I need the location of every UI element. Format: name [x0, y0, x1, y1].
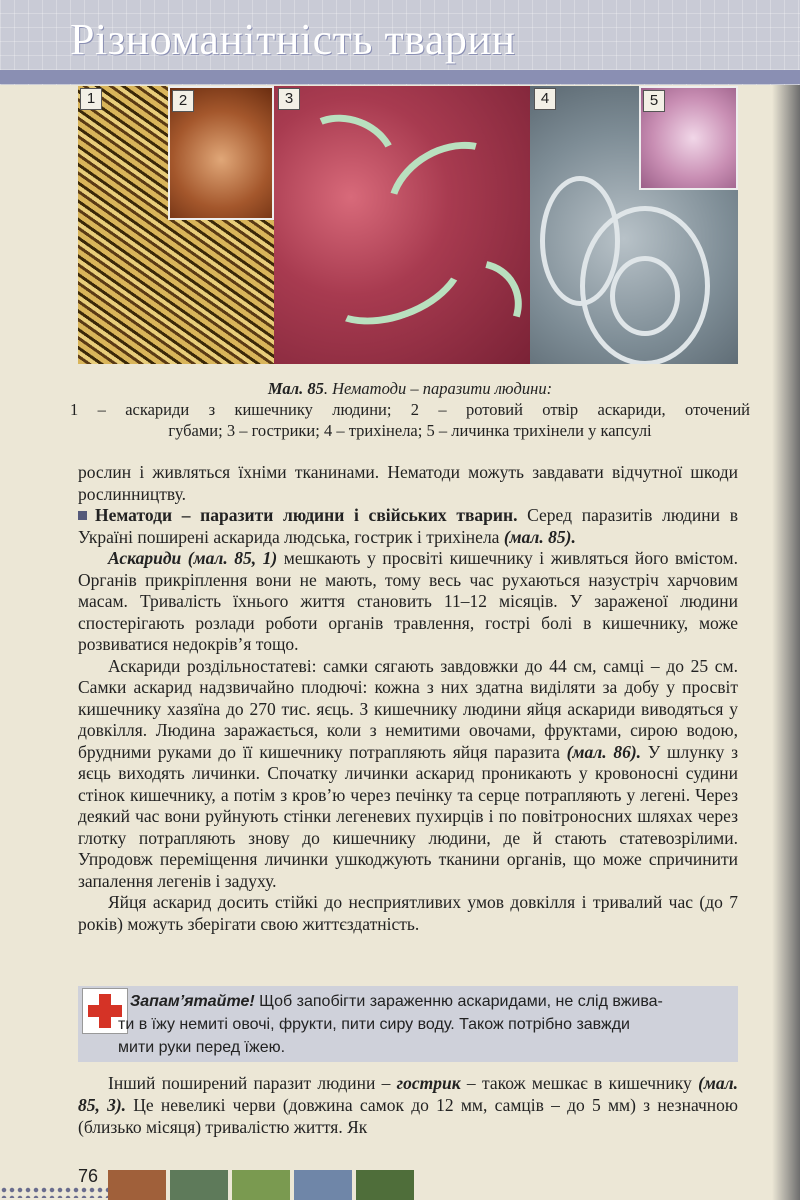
photo-label-1: 1	[80, 88, 102, 110]
page-edge-shadow	[772, 85, 800, 1200]
caption-line-2: 1 – аскариди з кишечнику людини; 2 – ротовий отвір аскариди, оточений	[70, 400, 750, 419]
paragraph-2-text: Серед паразитів людини в Україні поширені аскарида людська, гострик і трихінела	[78, 505, 738, 547]
paragraph-4-text: Аскариди роздільностатеві: самки сягають завдовжки до 44 см, самці – до 25 см. Самки аскарид надзвичайно плодючі: кожна з них здатна виділяти за добу у просвіт кишечнику хазяїна до 270 тис. яєць. З кишечнику людини яйця аскариди виводяться у довкілля. Людина заражається, коли з немитими овочами, фруктами, сирою водою, брудними руками до її кишечнику потрапляють яйця паразита	[78, 655, 738, 762]
caption-line-3: губами; 3 – гострики; 4 – трихінела; 5 – личинка трихінели у капсулі	[168, 421, 652, 440]
trichinella-coil	[540, 176, 620, 306]
figure-ref: (мал. 85).	[503, 526, 576, 547]
caption-title: . Нематоди – паразити людини:	[323, 379, 553, 398]
photo-label-3: 3	[278, 88, 300, 110]
footer-thumbnail	[108, 1170, 166, 1200]
term-ascarids: Аскариди	[108, 548, 182, 568]
photo-trichinella	[530, 86, 738, 364]
section-marker-icon	[78, 511, 87, 520]
caption-figure-ref: Мал. 85	[267, 379, 324, 398]
paragraph-6-text: Інший поширений паразит людини –	[108, 1073, 397, 1093]
page-header	[0, 0, 800, 85]
caption-line-1	[70, 378, 750, 399]
paragraph-6-text-mid: – також мешкає в кишечнику	[460, 1073, 699, 1093]
photo-label-2: 2	[172, 90, 194, 112]
paragraph-4-text-end: У шлунку з яєць виходять личинки. Спочатку личинки аскарид проникають у кровоносні судини стінок кишечнику, а потім з кров’ю через печінку та серце потрапляють у легені. Через деякий час вони руйнують стінки легеневих пухирців і по повітроносних шляхах через глотку потрапляють знову до кишечнику людини, де й стають статевозрілими. Упродовж переміщення личинки ушкоджують тканини органів, що може спричинити запалення легенів і задуху.	[78, 741, 739, 891]
paragraph-6	[78, 1072, 738, 1138]
page-number: 76	[78, 1166, 99, 1186]
figure-ref: (мал. 86).	[566, 741, 642, 762]
photo-trichinella-larva-capsule	[639, 86, 738, 190]
note-heading: Запам’ятайте!	[130, 993, 255, 1010]
footer-thumbnail	[356, 1170, 414, 1200]
note-line-2: ти в їжу немиті овочі, фрукти, пити сиру воду. Також потрібно завжди	[118, 1016, 630, 1033]
figure-ref: (мал. 85, 3).	[78, 1073, 738, 1115]
photo-ascaris-mouth	[168, 86, 274, 220]
trichinella-coil	[610, 256, 680, 336]
page-footer	[0, 1166, 800, 1200]
page-title: Різноманітність тварин	[70, 15, 516, 64]
paragraph-3-text: мешкають у просвіті кишечнику і живляться його вмістом. Органів прикріплення вони не мають, тому весь час рухаються назустріч харчовим масам. Тривалість їхнього життя становить 11–12 місяців. У зараженої людини спостерігають розлади роботи органів травлення, гострі болі в кишечнику, може розвиватися недокрів’я тощо.	[78, 548, 739, 654]
main-text-continued	[78, 1072, 738, 1138]
footer-thumbnail	[232, 1170, 290, 1200]
paragraph-3	[78, 548, 738, 656]
header-band	[0, 70, 800, 84]
section-heading: Нематоди – паразити людини і свійських тварин.	[95, 505, 518, 525]
figure-ref: (мал. 85, 1)	[181, 548, 284, 568]
note-text	[118, 990, 730, 1059]
footer-thumbnail	[170, 1170, 228, 1200]
photo-label-4: 4	[534, 88, 556, 110]
photo-label-5: 5	[643, 90, 665, 112]
figure-caption	[70, 378, 750, 441]
paragraph-1: рослин і живляться їхніми тканинами. Нематоди можуть завдавати відчутної шкоди рослинництву.	[78, 462, 738, 504]
photo-pinworms	[274, 86, 530, 364]
note-line-1-text: Щоб запобігти зараженню аскаридами, не слід вжива-	[254, 993, 663, 1010]
paragraph-5: Яйця аскарид досить стійкі до несприятливих умов довкілля і тривалий час (до 7 років) можуть зберігати свою життєздатність.	[78, 892, 738, 934]
note-line-3: мити руки перед їжею.	[118, 1039, 286, 1056]
figure-85-photos	[78, 86, 738, 364]
paragraph-6-text-end: Це невеликі черви (довжина самок до 12 мм, самців – до 5 мм) з незначною (близько місяця) тривалістю життя. Як	[78, 1095, 738, 1137]
paragraph-4	[78, 656, 738, 893]
cross-horizontal	[88, 1005, 122, 1017]
term-pinworm: гострик	[396, 1073, 461, 1093]
main-text	[78, 462, 738, 935]
photo-ascarids	[78, 86, 274, 364]
note-line-1	[130, 990, 730, 1013]
paragraph-2	[78, 505, 738, 548]
footer-thumbnail	[294, 1170, 352, 1200]
remember-note	[78, 986, 738, 1062]
